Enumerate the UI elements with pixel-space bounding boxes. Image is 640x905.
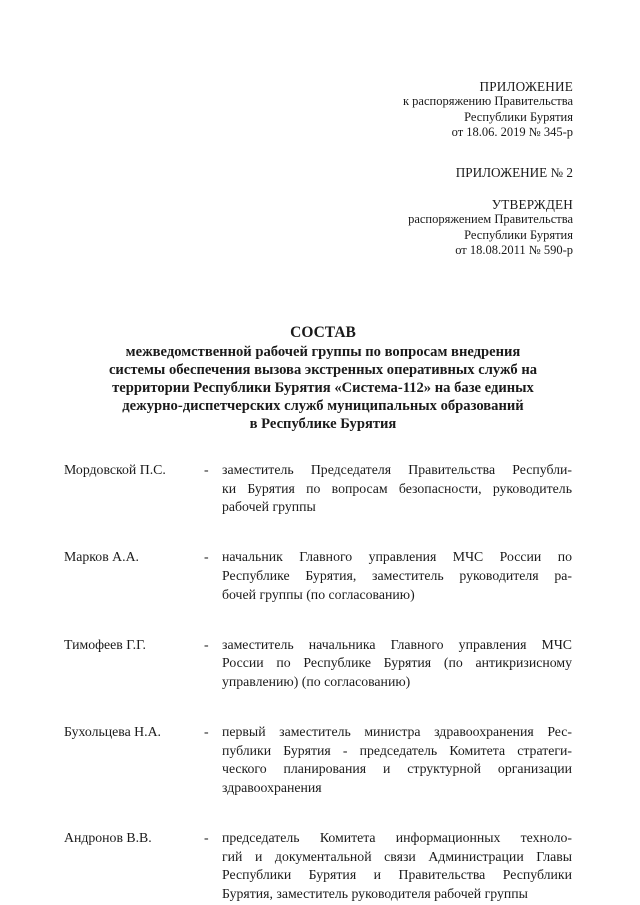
appendix-title: ПРИЛОЖЕНИЕ [479,79,573,94]
approved-date-number: от 18.08.2011 № 590-р [455,242,573,257]
approval-stamp-block [408,197,573,258]
member-role-line: начальник Главного управления МЧС России по [222,549,572,565]
appendix-line: к распоряжению Правительства [402,94,573,109]
member-name: Бухольцева Н.А. [64,724,161,740]
member-role-line: ки Бурятия по вопросам безопасности, руководитель [222,480,572,496]
composition-subtitle-line: дежурно-диспетчерских служб муниципальных образований [122,398,524,414]
member-role [222,723,572,797]
member-row [64,548,574,602]
member-role-line: публики Бурятия - председатель Комитета стратеги- [222,742,572,758]
approved-title: УТВЕРЖДЕН [491,197,573,212]
composition-heading: СОСТАВ [290,324,356,341]
member-role-line: России по Республике Бурятия (по антикризисному [222,655,572,671]
member-role-line: заместитель начальника Главного управления МЧС [222,636,572,652]
member-role [222,636,572,692]
appendix-header [403,79,573,140]
member-row [64,829,574,902]
member-dash: - [204,830,209,846]
member-role-line: управлению) (по согласованию) [222,674,411,690]
member-row [64,461,574,515]
member-row [64,636,574,690]
member-role-line: рабочей группы [222,499,316,515]
member-role-line: ческого планирования и структурной организации [222,761,572,777]
approved-line: Республики Бурятия [464,227,573,242]
member-row [64,723,574,796]
member-role-line: Республике Бурятия, заместитель руководителя ра- [222,568,572,583]
composition-title [60,324,586,433]
member-role-line: Бурятия, заместитель руководителя рабочей группы [222,886,528,902]
appendix-line: Республики Бурятия [464,109,573,124]
composition-subtitle-line: системы обеспечения вызова экстренных оперативных служб на [108,362,538,378]
member-dash: - [204,724,209,740]
member-role [222,461,572,517]
member-role [222,829,572,903]
member-name: Марков А.А. [64,549,139,565]
composition-subtitle-line: межведомственной рабочей группы по вопросам внедрения [125,344,521,360]
member-role-line: Республики Бурятия и Правительства Республики [222,867,572,883]
member-name: Тимофеев Г.Г. [64,636,146,652]
appendix-2-label: ПРИЛОЖЕНИЕ № 2 [455,165,573,180]
composition-subtitle-line: территории Республики Бурятия «Система-112» на базе единых [112,380,534,396]
member-role-line: первый заместитель министра здравоохранения Рес- [222,724,572,740]
member-name: Андронов В.В. [64,830,152,846]
member-role-line: здравоохранения [222,780,322,796]
member-role-line: заместитель Председателя Правительства Республи- [222,462,572,477]
appendix-date-number: от 18.06. 2019 № 345-р [451,124,573,139]
member-role [222,548,572,604]
member-name: Мордовской П.С. [64,462,166,477]
approved-line: распоряжением Правительства [408,212,573,227]
member-role-line: бочей группы (по согласованию) [222,586,415,602]
member-dash: - [204,636,209,652]
member-role-line: гий и документальной связи Администрации Главы [222,848,572,864]
member-dash: - [204,549,209,565]
member-role-line: председатель Комитета информационных техноло- [222,830,572,846]
composition-subtitle-line: в Республике Бурятия [249,416,397,432]
member-dash: - [204,462,209,477]
